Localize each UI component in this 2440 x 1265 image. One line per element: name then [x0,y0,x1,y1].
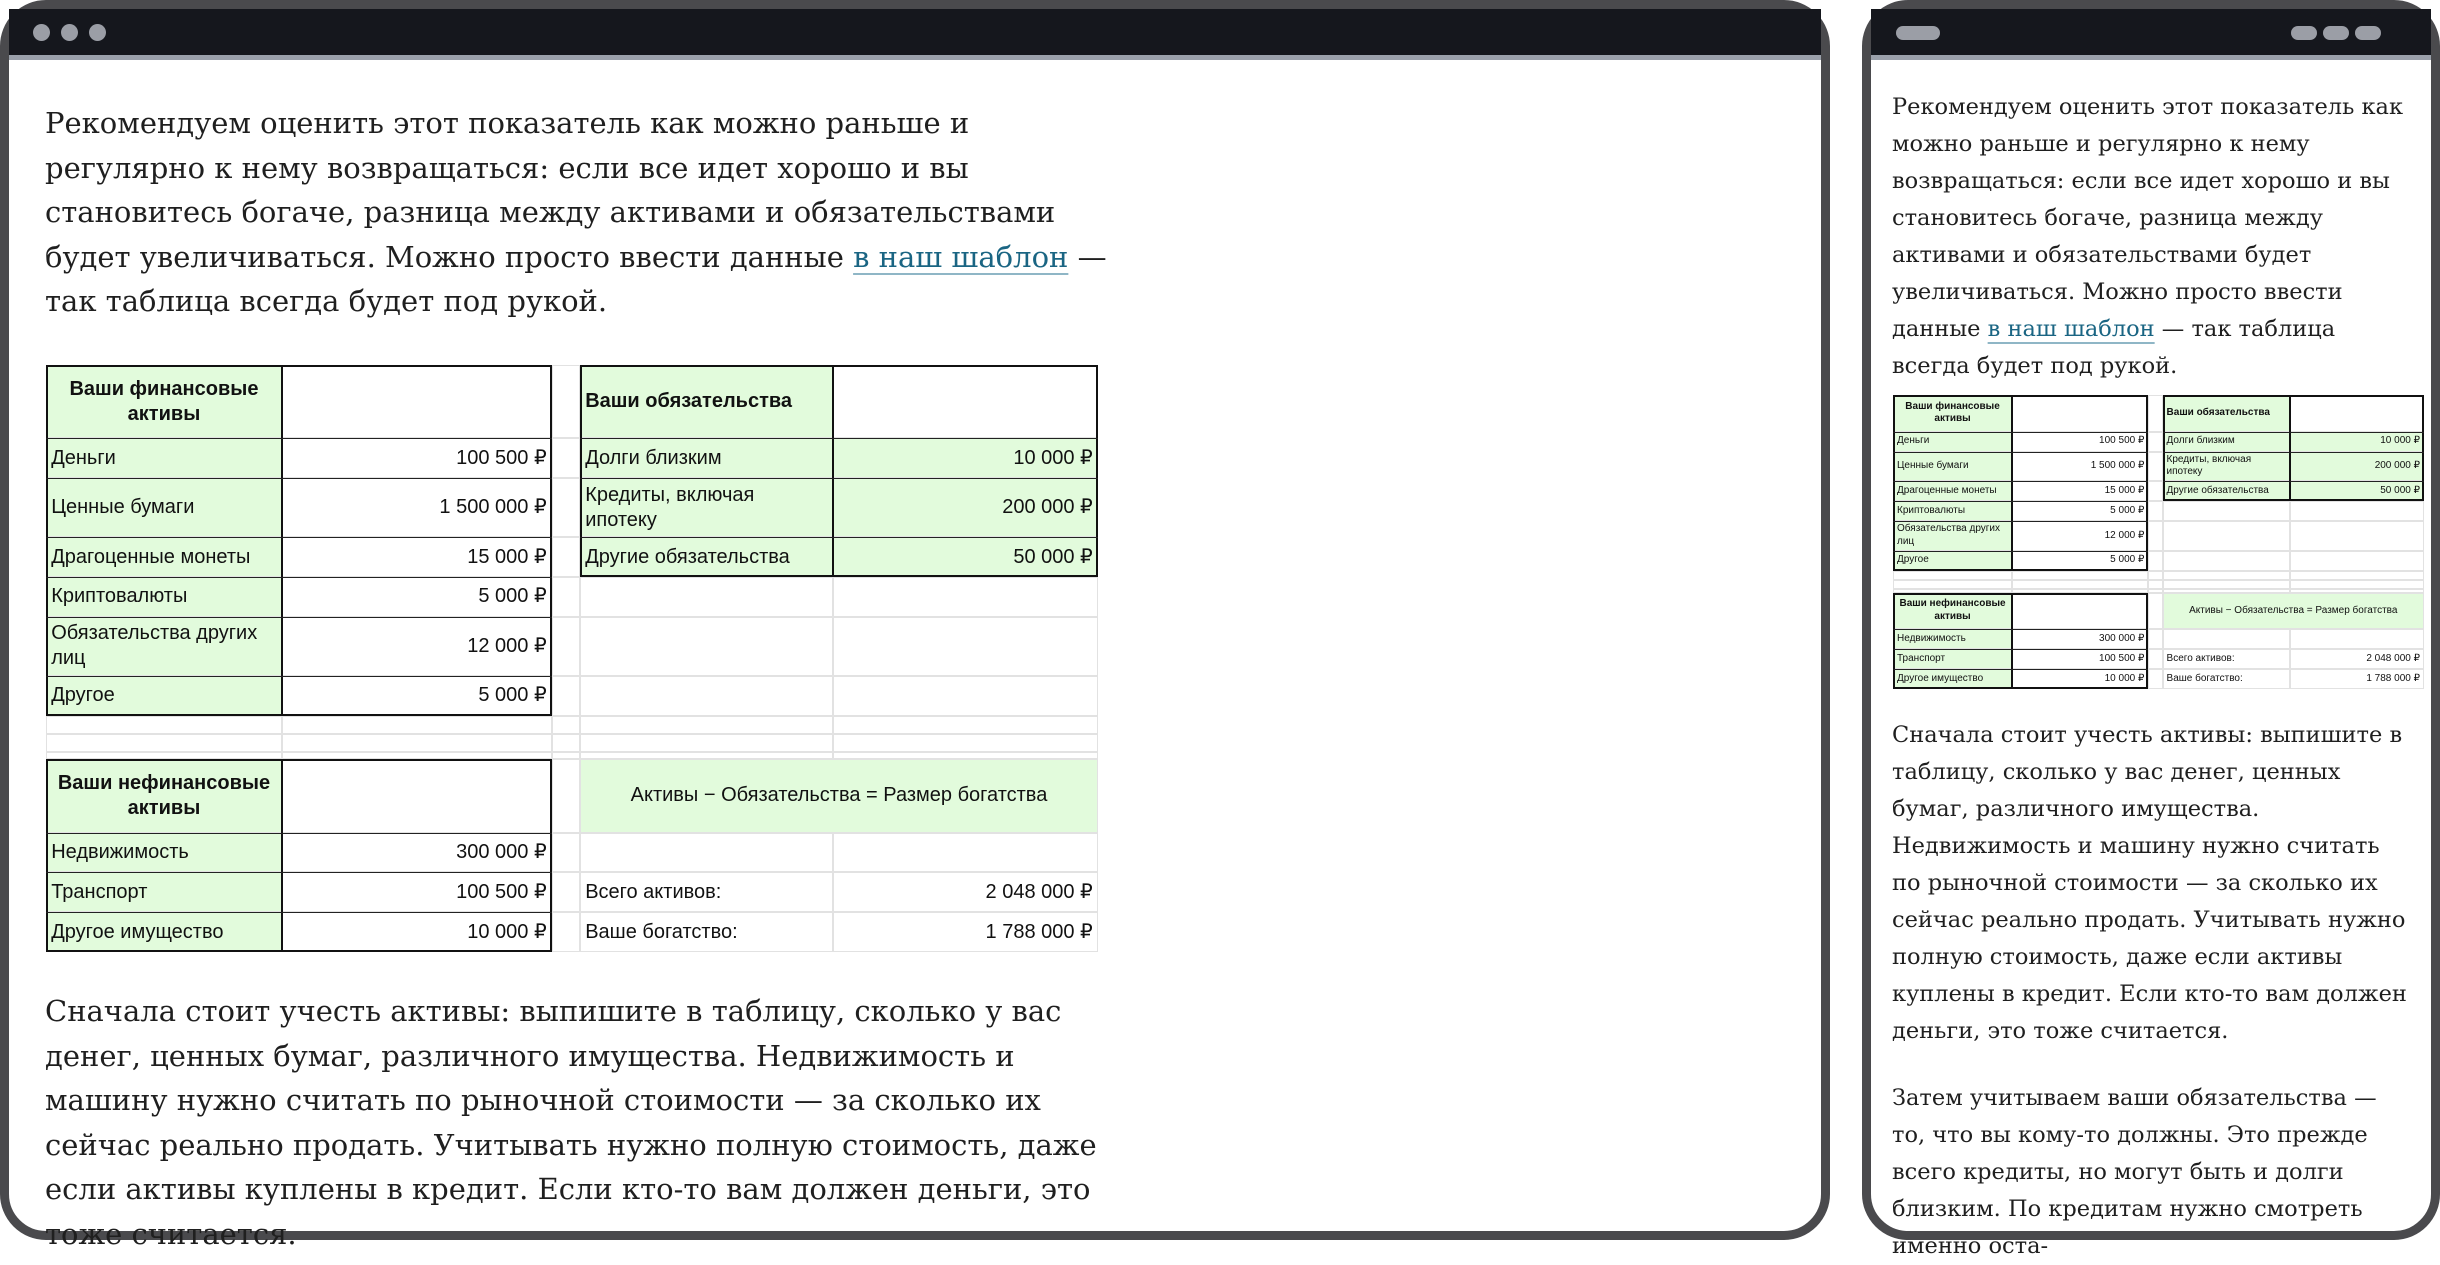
empty-cell[interactable] [2148,452,2162,482]
financial-assets-row-line [46,617,552,618]
empty-cell[interactable] [2290,629,2424,649]
empty-cell[interactable] [580,752,833,760]
nonfinancial-label[interactable]: Транспорт [46,872,282,912]
asset-value[interactable]: 5 000 ₽ [282,577,552,617]
liabilities-header[interactable]: Ваши обязательства [580,365,833,438]
nonfinancial-row-line [1893,629,2148,630]
intro-text-end: — так таблица всегда будет под рукой. [1892,316,2336,379]
empty-cell[interactable] [2163,580,2291,589]
formula-banner[interactable]: Активы − Обязательства = Размер богатства [580,759,1098,832]
liabilities-row-line [2163,452,2424,453]
empty-cell[interactable] [580,833,833,873]
window-dot-icon[interactable] [61,24,78,41]
empty-cell[interactable] [552,365,580,438]
total-label[interactable]: Ваше богатство: [2163,669,2291,689]
empty-cell[interactable] [580,617,833,676]
nonfinancial-label[interactable]: Недвижимость [1893,629,2012,649]
nonfinancial-value[interactable]: 100 500 ₽ [282,872,552,912]
asset-value[interactable]: 5 000 ₽ [282,676,552,716]
asset-label[interactable]: Обязательства других лиц [1893,521,2012,551]
empty-cell[interactable] [2148,501,2162,521]
empty-cell[interactable] [580,676,833,716]
empty-cell[interactable] [552,438,580,478]
liabilities-divider [2289,395,2291,501]
empty-cell[interactable] [552,872,580,912]
financial-assets-row-line [1893,551,2148,552]
total-value[interactable]: 2 048 000 ₽ [2290,649,2424,669]
window-dot-icon[interactable] [89,24,106,41]
liability-value[interactable]: 200 000 ₽ [833,478,1098,537]
intro-text: Рекомендуем оценить этот показатель как можно раньше и регулярно к нему возвращаться: если все идет хорошо и вы становитесь богаче, разница между активами и обязательствами будет увеличиваться. Можно просто ввести данные [45,106,1056,274]
financial-assets-row-line [46,438,552,439]
menu-dot-icon[interactable] [2291,26,2317,40]
asset-value[interactable]: 100 500 ₽ [282,438,552,478]
empty-cell[interactable] [2148,580,2162,589]
asset-value[interactable]: 1 500 000 ₽ [282,478,552,537]
empty-cell[interactable] [2148,481,2162,501]
empty-cell[interactable] [552,734,580,752]
asset-label[interactable]: Драгоценные монеты [46,537,282,577]
nonfinancial-row-line [46,833,552,834]
asset-value[interactable]: 5 000 ₽ [2012,551,2148,571]
empty-cell[interactable] [282,716,552,734]
asset-value[interactable]: 100 500 ₽ [2012,432,2148,452]
mobile-browser-frame [1862,0,2440,1259]
nonfinancial-assets-header[interactable]: Ваши нефинансовые активы [46,759,282,832]
intro-paragraph [45,101,1125,324]
financial-assets-divider [281,365,283,716]
asset-value[interactable]: 5 000 ₽ [2012,501,2148,521]
net-worth-spreadsheet [1893,395,2424,689]
nonfinancial-row-line [1893,649,2148,650]
intro-paragraph [1892,89,2412,385]
liability-value[interactable]: 200 000 ₽ [2290,452,2424,482]
total-label[interactable]: Всего активов: [580,872,833,912]
empty-cell[interactable] [833,577,1098,617]
asset-label[interactable]: Другое [1893,551,2012,571]
empty-cell[interactable] [580,577,833,617]
liability-label[interactable]: Долги близким [580,438,833,478]
liabilities-header-value[interactable] [833,365,1098,438]
nonfinancial-assets-header-value[interactable] [282,759,552,832]
financial-assets-row-line [1893,481,2148,482]
nonfinancial-value[interactable]: 10 000 ₽ [282,912,552,952]
nonfinancial-value[interactable]: 100 500 ₽ [2012,649,2148,669]
empty-cell[interactable] [833,716,1098,734]
empty-cell[interactable] [552,752,580,760]
desktop-title-bar [9,9,1821,60]
financial-assets-row-line [46,676,552,677]
empty-cell[interactable] [552,617,580,676]
asset-label[interactable]: Ценные бумаги [46,478,282,537]
total-value[interactable]: 2 048 000 ₽ [833,872,1098,912]
nonfinancial-row-line [1893,669,2148,670]
liabilities-row-line [580,438,1098,439]
liability-label[interactable]: Другие обязательства [2163,481,2291,501]
liabilities-row-line [2163,481,2424,482]
financial-assets-header[interactable]: Ваши финансовые активы [46,365,282,438]
empty-cell[interactable] [833,734,1098,752]
nonfinancial-label[interactable]: Транспорт [1893,649,2012,669]
empty-cell[interactable] [833,676,1098,716]
liability-value[interactable]: 50 000 ₽ [2290,481,2424,501]
empty-cell[interactable] [2148,551,2162,571]
nonfinancial-assets-divider [281,759,283,952]
empty-cell[interactable] [552,833,580,873]
empty-cell[interactable] [2163,629,2291,649]
asset-value[interactable]: 12 000 ₽ [282,617,552,676]
menu-dot-icon[interactable] [2323,26,2349,40]
financial-assets-row-line [1893,432,2148,433]
asset-value[interactable]: 15 000 ₽ [2012,481,2148,501]
window-dot-icon[interactable] [33,24,50,41]
liabilities-header[interactable]: Ваши обязательства [2163,395,2291,432]
financial-assets-header[interactable]: Ваши финансовые активы [1893,395,2012,432]
empty-cell[interactable] [580,734,833,752]
assets-paragraph: Сначала стоит учесть активы: выпишите в таблицу, сколько у вас денег, ценных бумаг, различного имущества. Недвижимость и машину нужно считать по рыночной стоимости — за сколько их сейчас реально продать. Учитывать нужно полную стоимость, даже если активы куплены в кредит. Если кто-то вам должен деньги, это тоже считается. [1892,722,2407,1044]
empty-cell[interactable] [2290,551,2424,571]
total-label[interactable]: Всего активов: [2163,649,2291,669]
financial-assets-row-line [46,478,552,479]
empty-cell[interactable] [2148,593,2162,630]
empty-cell[interactable] [833,752,1098,760]
empty-cell[interactable] [580,716,833,734]
assets-paragraph: Сначала стоит учесть активы: выпишите в таблицу, сколько у вас денег, ценных бумаг, различного имущества. Недвижимость и машину нужно считать по рыночной стоимости — за сколько их сейчас реально продать. Учитывать нужно полную стоимость, даже если активы куплены в кредит. Если кто-то вам должен деньги, это тоже считается. [45,994,1097,1251]
nonfinancial-row-line [46,872,552,873]
empty-cell[interactable] [46,716,282,734]
mobile-title-bar [1871,9,2431,60]
empty-cell[interactable] [1893,580,2012,589]
nonfinancial-label[interactable]: Недвижимость [46,833,282,873]
empty-cell[interactable] [552,759,580,832]
liabilities-header-value[interactable] [2290,395,2424,432]
nonfinancial-value[interactable]: 300 000 ₽ [282,833,552,873]
asset-label[interactable]: Другое [46,676,282,716]
empty-cell[interactable] [833,617,1098,676]
empty-cell[interactable] [552,676,580,716]
empty-cell[interactable] [552,577,580,617]
template-link[interactable]: в наш шаблон [1987,316,2155,342]
asset-label[interactable]: Деньги [1893,432,2012,452]
financial-assets-header-value[interactable] [282,365,552,438]
nonfinancial-assets-divider [2011,593,2013,689]
asset-value[interactable]: 15 000 ₽ [282,537,552,577]
liability-label[interactable]: Долги близким [2163,432,2291,452]
empty-cell[interactable] [2290,521,2424,551]
asset-label[interactable]: Драгоценные монеты [1893,481,2012,501]
total-value[interactable]: 1 788 000 ₽ [2290,669,2424,689]
empty-cell[interactable] [2012,571,2148,580]
liabilities-paragraph: Затем учитываем ваши обязательства — то, что вы кому-то должны. Это прежде всего кредиты, но могут быть и долги близким. По кредитам нужно смотреть именно оста- [1892,1085,2377,1259]
empty-cell[interactable] [282,752,552,760]
empty-cell[interactable] [1893,571,2012,580]
liabilities-divider [832,365,834,577]
financial-assets-row-line [46,537,552,538]
asset-label[interactable]: Деньги [46,438,282,478]
liability-value[interactable]: 10 000 ₽ [2290,432,2424,452]
menu-dot-icon[interactable] [2355,26,2381,40]
financial-assets-row-line [1893,501,2148,502]
empty-cell[interactable] [2163,551,2291,571]
empty-cell[interactable] [552,537,580,577]
empty-cell[interactable] [552,478,580,537]
empty-cell[interactable] [2290,571,2424,580]
empty-cell[interactable] [2163,571,2291,580]
intro-text-end: — так таблица всегда будет под рукой. [45,239,1107,318]
nonfinancial-row-line [46,912,552,913]
tabs-pill-icon[interactable] [1896,26,1940,40]
empty-cell[interactable] [46,752,282,760]
financial-assets-header-value[interactable] [2012,395,2148,432]
template-link[interactable]: в наш шаблон [853,239,1069,274]
empty-cell[interactable] [2163,521,2291,551]
financial-assets-row-line [1893,452,2148,453]
empty-cell[interactable] [46,734,282,752]
formula-banner[interactable]: Активы − Обязательства = Размер богатства [2163,593,2424,630]
empty-cell[interactable] [2290,580,2424,589]
asset-label[interactable]: Криптовалюты [1893,501,2012,521]
empty-cell[interactable] [2290,501,2424,521]
intro-text: Рекомендуем оценить этот показатель как можно раньше и регулярно к нему возвращаться: если все идет хорошо и вы становитесь богаче, разница между активами и обязательствами будет увеличиваться. Можно просто ввести данные [1892,94,2404,342]
empty-cell[interactable] [552,716,580,734]
empty-cell[interactable] [2148,395,2162,432]
asset-label[interactable]: Ценные бумаги [1893,452,2012,482]
liability-label[interactable]: Другие обязательства [580,537,833,577]
empty-cell[interactable] [2148,669,2162,689]
nonfinancial-value[interactable]: 10 000 ₽ [2012,669,2148,689]
empty-cell[interactable] [2148,521,2162,551]
nonfinancial-assets-header[interactable]: Ваши нефинансовые активы [1893,593,2012,630]
financial-assets-divider [2011,395,2013,571]
empty-cell[interactable] [2148,432,2162,452]
asset-value[interactable]: 12 000 ₽ [2012,521,2148,551]
nonfinancial-label[interactable]: Другое имущество [46,912,282,952]
liability-value[interactable]: 10 000 ₽ [833,438,1098,478]
asset-label[interactable]: Обязательства других лиц [46,617,282,676]
empty-cell[interactable] [833,833,1098,873]
liabilities-row-line [2163,432,2424,433]
financial-assets-row-line [46,577,552,578]
empty-cell[interactable] [2148,649,2162,669]
asset-value[interactable]: 1 500 000 ₽ [2012,452,2148,482]
liabilities-row-line [580,478,1098,479]
liability-value[interactable]: 50 000 ₽ [833,537,1098,577]
liability-label[interactable]: Кредиты, включая ипотеку [2163,452,2291,482]
empty-cell[interactable] [2012,580,2148,589]
empty-cell[interactable] [2163,501,2291,521]
total-label[interactable]: Ваше богатство: [580,912,833,952]
empty-cell[interactable] [2148,629,2162,649]
nonfinancial-assets-header-value[interactable] [2012,593,2148,630]
nonfinancial-value[interactable]: 300 000 ₽ [2012,629,2148,649]
empty-cell[interactable] [2148,571,2162,580]
total-value[interactable]: 1 788 000 ₽ [833,912,1098,952]
net-worth-spreadsheet [46,365,1098,952]
liability-label[interactable]: Кредиты, включая ипотеку [580,478,833,537]
nonfinancial-label[interactable]: Другое имущество [1893,669,2012,689]
empty-cell[interactable] [552,912,580,952]
empty-cell[interactable] [282,734,552,752]
liabilities-row-line [580,537,1098,538]
financial-assets-row-line [1893,521,2148,522]
asset-label[interactable]: Криптовалюты [46,577,282,617]
